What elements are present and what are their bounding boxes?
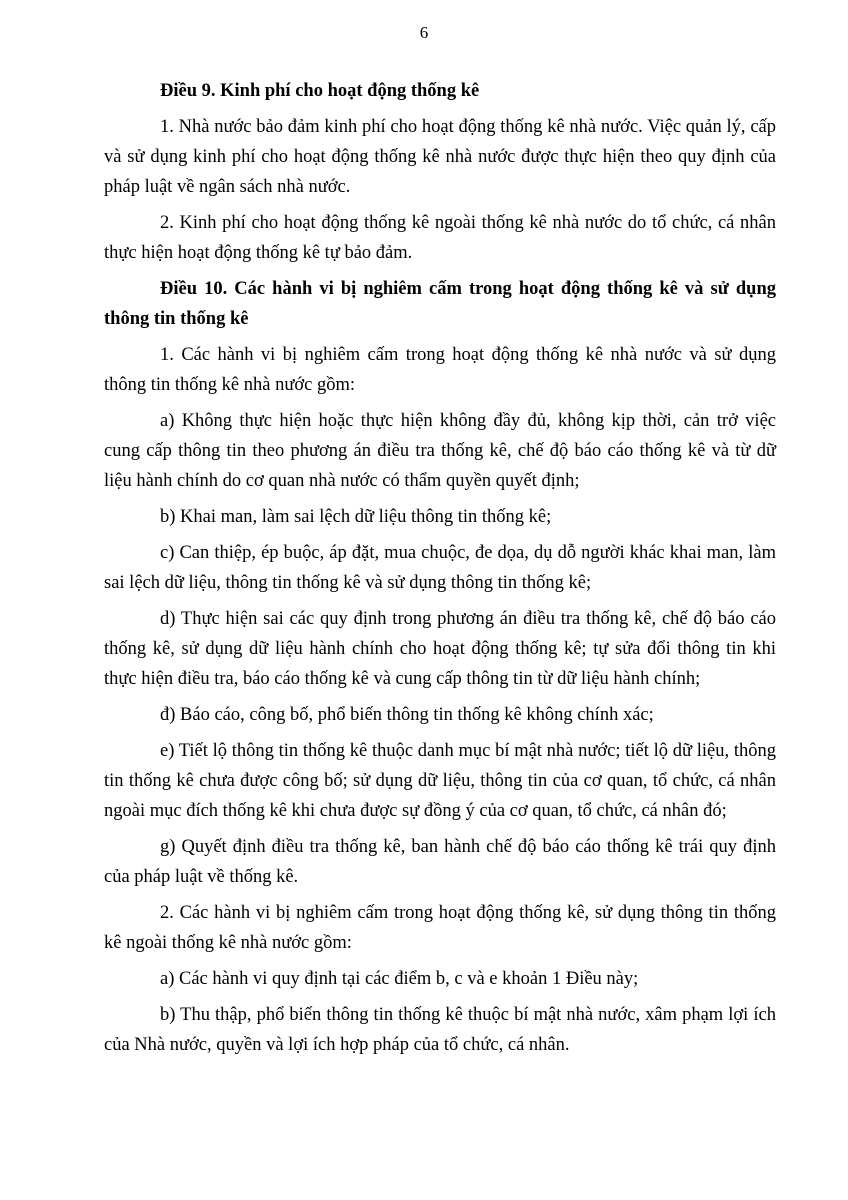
article-10-clause-1-point-e: e) Tiết lộ thông tin thống kê thuộc danh mục bí mật nhà nước; tiết lộ dữ liệu, thông tin thống kê chưa được công bố; sử dụng dữ liệu, thông tin của cơ quan, tổ chức, cá nhân ngoài mục đích thống kê khi chưa được sự đồng ý của cơ quan, tổ chức, cá nhân đó;	[104, 741, 776, 821]
article-10-clause-2: 2. Các hành vi bị nghiêm cấm trong hoạt động thống kê, sử dụng thông tin thống kê ngoài thống kê nhà nước gồm:	[104, 903, 776, 953]
page-number: 6	[419, 23, 429, 42]
article-10-clause-1-point-c: c) Can thiệp, ép buộc, áp đặt, mua chuộc, đe dọa, dụ dỗ người khác khai man, làm sai lệch dữ liệu, thông tin thống kê và sử dụng thông tin thống kê;	[104, 543, 776, 593]
article-10-clause-2-point-b: b) Thu thập, phổ biến thông tin thống kê thuộc bí mật nhà nước, xâm phạm lợi ích của Nhà nước, quyền và lợi ích hợp pháp của tổ chức, cá nhân.	[104, 1005, 776, 1055]
article-10-clause-1-point-a: a) Không thực hiện hoặc thực hiện không đầy đủ, không kịp thời, cản trở việc cung cấp thông tin theo phương án điều tra thống kê, chế độ báo cáo thống kê và từ dữ liệu hành chính do cơ quan nhà nước có thẩm quyền quyết định;	[104, 411, 776, 491]
article-9-clause-1: 1. Nhà nước bảo đảm kinh phí cho hoạt động thống kê nhà nước. Việc quản lý, cấp và sử dụng kinh phí cho hoạt động thống kê nhà nước được thực hiện theo quy định của pháp luật về ngân sách nhà nước.	[104, 117, 776, 197]
article-10-clause-2-point-a: a) Các hành vi quy định tại các điểm b, c và e khoản 1 Điều này;	[160, 969, 639, 989]
article-10-clause-1-point-b: b) Khai man, làm sai lệch dữ liệu thông tin thống kê;	[160, 507, 552, 527]
document-body	[104, 76, 776, 1066]
article-10-clause-1-point-g: g) Quyết định điều tra thống kê, ban hành chế độ báo cáo thống kê trái quy định của pháp luật về thống kê.	[104, 837, 776, 887]
article-9-heading: Điều 9. Kinh phí cho hoạt động thống kê	[160, 81, 480, 101]
article-10-heading: Điều 10. Các hành vi bị nghiêm cấm trong hoạt động thống kê và sử dụng thông tin thống kê	[104, 279, 776, 329]
article-10-clause-1: 1. Các hành vi bị nghiêm cấm trong hoạt động thống kê nhà nước và sử dụng thông tin thống kê nhà nước gồm:	[104, 345, 776, 395]
article-10-clause-1-point-dd: đ) Báo cáo, công bố, phổ biến thông tin thống kê không chính xác;	[160, 705, 654, 725]
article-9-clause-2: 2. Kinh phí cho hoạt động thống kê ngoài thống kê nhà nước do tổ chức, cá nhân thực hiện hoạt động thống kê tự bảo đảm.	[104, 213, 776, 263]
article-10-clause-1-point-d: d) Thực hiện sai các quy định trong phương án điều tra thống kê, chế độ báo cáo thống kê, sử dụng dữ liệu hành chính cho hoạt động thống kê; tự sửa đổi thông tin khi thực hiện điều tra, báo cáo thống kê và cung cấp thông tin từ dữ liệu hành chính;	[104, 609, 776, 689]
